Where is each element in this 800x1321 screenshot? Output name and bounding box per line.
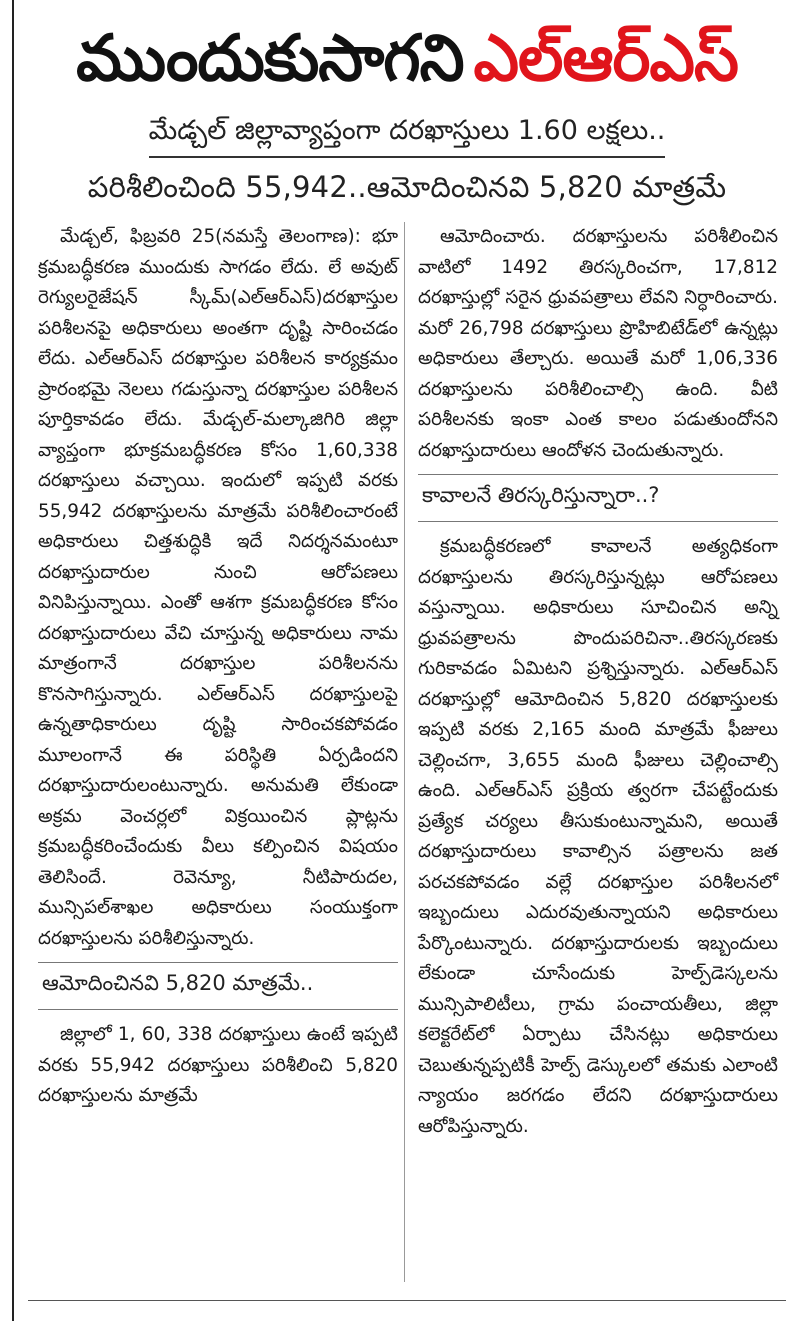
- left-margin-rule: [12, 0, 14, 1321]
- bottom-rule: [28, 1300, 786, 1301]
- news-article: [28, 21, 786, 1137]
- headline-red-part: ఎల్‌ఆర్‌ఎస్: [473, 21, 738, 96]
- article-body: [28, 222, 786, 1302]
- subheadline-primary: [28, 110, 786, 162]
- left-column: [38, 222, 398, 1112]
- right-section-heading: [418, 474, 778, 522]
- subheadline-secondary-text: పరిశీలించింది 55,942..ఆమోదించినవి 5,820 మాత్రమే: [87, 170, 727, 204]
- left-section-heading: [38, 962, 398, 1010]
- headline-black-part: ముందుకుసాగని: [76, 21, 464, 96]
- column-divider: [404, 222, 405, 1282]
- right-section-heading-text: కావాలనే తిరస్కరిస్తున్నారా..?: [422, 483, 660, 507]
- subheadline-secondary: [28, 166, 786, 216]
- right-paragraph-1: ఆమోదించారు. దరఖాస్తులను పరిశీలించిన వాటిలో 1492 తిరస్కరించగా, 17,812 దరఖాస్తుల్లో సరైన ధ్రువపత్రాలు లేవని నిర్ధారించారు. మరో 26,798 దరఖాస్తులు ప్రొహిబిటేడ్‌లో ఉన్నట్లు అధికారులు తేల్చారు. అయితే మరో 1,06,336 దరఖాస్తులను పరిశీలించాల్సి ఉంది. వీటి పరిశీలనకు ఇంకా ఎంత కాలం పడుతుందోనని దరఖాస్తుదారులు ఆందోళన చెందుతున్నారు.: [418, 226, 778, 461]
- left-paragraph-2: జిల్లాలో 1, 60, 338 దరఖాస్తులు ఉంటే ఇప్పటి వరకు 55,942 దరఖాస్తులు పరిశీలించి 5,820 దరఖాస్తులను మాత్రమే: [38, 1024, 398, 1106]
- headline: [28, 22, 786, 110]
- subheadline-primary-text: మేడ్చల్ జిల్లావ్యాప్తంగా దరఖాస్తులు 1.60 లక్షలు..: [149, 115, 666, 158]
- right-paragraph-2: క్రమబద్ధీకరణలో కావాలనే అత్యధికంగా దరఖాస్తులను తిరస్కరిస్తున్నట్లు ఆరోపణలు వస్తున్నాయి. అధికారులు సూచించిన అన్ని ధ్రువపత్రాలను పొందుపరిచినా..తిరస్కరణకు గురికావడం ఏమిటని ప్రశ్నిస్తున్నారు. ఎల్‌ఆర్‌ఎస్ దరఖాస్తుల్లో ఆమోదించిన 5,820 దరఖాస్తులకు ఇప్పటి వరకు 2,165 మంది మాత్రమే ఫీజులు చెల్లించగా, 3,655 మంది ఫీజులు చెల్లించాల్సి ఉంది. ఎల్‌ఆర్‌ఎస్ ప్రక్రియ త్వరగా చేపట్టేందుకు ప్రత్యేక చర్యలు తీసుకుంటున్నామని, అయితే దరఖాస్తుదారులు కావాల్సిన పత్రాలను జత పరచకపోవడం వల్లే దరఖాస్తుల పరిశీలనలో ఇబ్బందులు ఎదురవుతున్నాయని అధికారులు పేర్కొంటున్నారు. దరఖాస్తుదారులకు ఇబ్బందులు లేకుండా చూసేందుకు హెల్ప్‌డెస్కలను మున్సిపాలిటీలు, గ్రామ పంచాయతీలు, జిల్లా కలెక్టరేట్‌లో ఏర్పాటు చేసినట్లు అధికారులు చెబుతున్నప్పటికీ హెల్ప్ డెస్కులలో తమకు ఎలాంటి న్యాయం జరగడం లేదని దరఖాస్తుదారులు ఆరోపిస్తున్నారు.: [418, 536, 778, 1137]
- left-section-heading-text: ఆమోదించినవి 5,820 మాత్రమే..: [42, 971, 314, 995]
- left-paragraph-1: మేడ్చల్, ఫిబ్రవరి 25(నమస్తే తెలంగాణ): భూ క్రమబద్ధీకరణ ముందుకు సాగడం లేదు. లే అవుట్ రెగ్యులరైజేషన్ స్కీమ్(ఎల్‌ఆర్‌ఎస్)దరఖాస్తుల పరిశీలనపై అధికారులు అంతగా దృష్టి సారించడం లేదు. ఎల్‌ఆర్‌ఎస్ దరఖాస్తుల పరిశీలన కార్యక్రమం ప్రారంభమై నెలలు గడుస్తున్నా దరఖాస్తుల పరిశీలన పూర్తికావడం లేదు. మేడ్చల్-మల్కాజిగిరి జిల్లా వ్యాప్తంగా భూక్రమబద్ధీకరణ కోసం 1,60,338 దరఖాస్తులు వచ్చాయి. ఇందులో ఇప్పటి వరకు 55,942 దరఖాస్తులను మాత్రమే పరిశీలించారంటే అధికారులు చిత్తశుద్ధికి ఇదే నిదర్శనమంటూ దరఖాస్తుదారుల నుంచి ఆరోపణలు వినిపిస్తున్నాయి. ఎంతో ఆశగా క్రమబద్ధీకరణ కోసం దరఖాస్తుదారులు వేచి చూస్తున్న అధికారులు నామ మాత్రంగానే దరఖాస్తుల పరిశీలనను కొనసాగిస్తున్నారు. ఎల్‌ఆర్‌ఎస్ దరఖాస్తులపై ఉన్నతాధికారులు దృష్టి సారించకపోవడం మూలంగానే ఈ పరిస్థితి ఏర్పడిందని దరఖాస్తుదారులంటున్నారు. అనుమతి లేకుండా అక్రమ వెంచర్లలో విక్రయించిన ప్లాట్లను క్రమబద్ధీకరించేందుకు వీలు కల్పించిన విషయం తెలిసిందే. రెవెన్యూ, నీటిపారుదల, మున్సిపల్‌శాఖల అధికారులు సంయుక్తంగా దరఖాస్తులను పరిశీలిస్తున్నారు.: [38, 226, 398, 949]
- right-column: [418, 222, 778, 1142]
